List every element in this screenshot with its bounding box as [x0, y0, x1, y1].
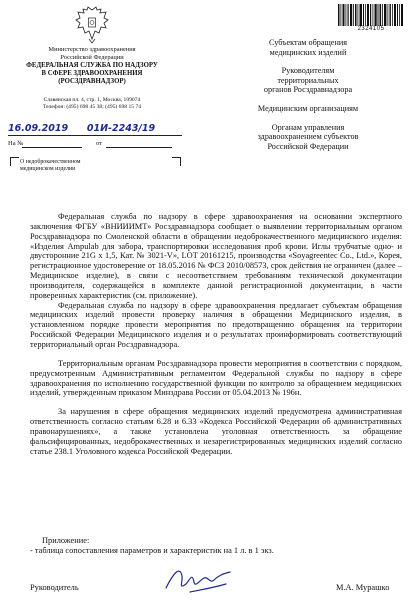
incoming-date-label: от [96, 140, 103, 147]
recipient: Медицинским организациям [257, 103, 359, 113]
appendix-label: Приложение: [42, 536, 90, 545]
recipient: Органам управления здравоохранением субъектов Российской Федерации [257, 122, 359, 151]
body-paragraph: Федеральная служба по надзору в сфере здравоохранения на основании экспертного заключения ФГБУ «ВНИИИМТ» Росздравнадзора сообщает о выявлении территориальным органом Росздравнадзора по Смоленской области в обращении недоброкачественного медицинского изделия: «Изделия Ampulab для забора, транспортировки исследования проб крови. Иглы трубчатые одно- и двусторонние 21G x 1,5, Кат. № 3021-V», LOT 20161215, производства «Soyagreentec Co., Ltd.», Корея, регистрационное удостоверение от 18.05.2016 № ФСЗ 2010/08573, срок действия не ограничен (далее – Медицинское изделие), в связи с несоответствием требованиям технической документации производителя, содержащейся в комплекте данной регистрационной документации, в части проверенных характеристик (см. приложение). [30, 212, 402, 300]
subject-bracket-left [10, 157, 19, 166]
signatory-role: Руководитель [30, 583, 79, 592]
recipient: Руководителям территориальных органов Росздравнадзора [263, 66, 353, 95]
reference-line [8, 135, 182, 137]
handwritten-signature-icon [160, 562, 240, 598]
document-number: 01И-2243/19 [86, 123, 156, 134]
body-paragraph: Территориальным органам Росздравнадзора провести мероприятия в соответствии с порядком, предусмотренным Административным регламентом Федеральной службы по надзору в сфере здравоохранения по исполнению государственной функции по контролю за обращением медицинских изделий, утвержденным приказом Минздрава России от 05.04.2013 № 196н. [30, 358, 402, 398]
barcode-number: 2324105 [357, 26, 385, 32]
coat-of-arms-icon [75, 6, 109, 44]
body-paragraph: Федеральная служба по надзору в сфере здравоохранения предлагает субъектам обращения медицинских изделий провести проверку наличия в обращении Медицинского изделия, в установленном порядке провести мероприятия по предотвращению обращения на территории Российской Федерации Медицинского изделия и о результатах проинформировать соответствующий территориальный орган Росздравнадзора. [30, 300, 402, 349]
body-paragraph: За нарушения в сфере обращения медицинских изделий предусмотрена административная ответственность согласно статьям 6.28 и 6.33 «Кодекса Российской Федерации об административных правонарушениях», а также установлена уголовная ответственность за обращение фальсифицированных, недоброкачественных и незарегистрированных медицинских изделий согласно статье 238.1 Уголовного кодекса Российской Федерации. [30, 407, 402, 456]
letter-subject: О недоброкачественном медицинском изделии [20, 159, 81, 172]
letter-body [30, 212, 402, 465]
incoming-number-line [22, 147, 82, 148]
incoming-number-label: На № [8, 140, 24, 147]
recipient: Субъектам обращения медицинских изделий [269, 38, 347, 57]
document-date: 16.09.2019 [8, 123, 69, 134]
recipients-block [238, 38, 378, 160]
ministry-name: Министерство здравоохранения Российской Федерации [48, 46, 136, 61]
service-name: ФЕДЕРАЛЬНАЯ СЛУЖБА ПО НАДЗОРУ В СФЕРЕ ЗДРАВООХРАНЕНИЯ (РОСЗДРАВНАДЗОР) [26, 62, 158, 85]
appendix-item: - таблица сопоставления параметров и характеристик на 1 л. в 1 экз. [30, 546, 274, 555]
barcode [338, 4, 404, 26]
subject-bracket-right [172, 157, 181, 166]
incoming-date-line [106, 147, 172, 148]
appendix-block [30, 536, 402, 556]
service-address: Славянская пл. 4, стр. 1, Москва, 109074 Телефон: (495) 698 45 38; (495) 698 15 74 [42, 97, 142, 110]
signatory-name: М.А. Мурашко [336, 583, 390, 592]
